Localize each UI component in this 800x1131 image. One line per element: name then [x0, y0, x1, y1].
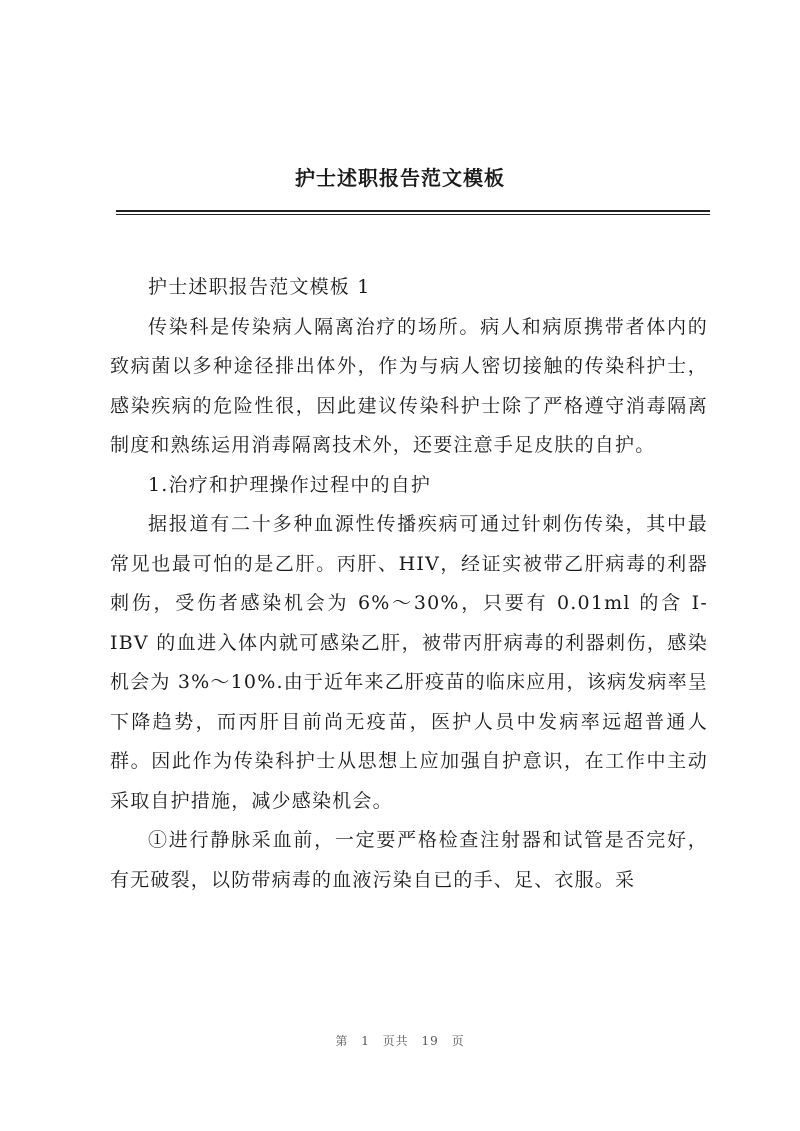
page-footer: 第 1 页共 19 页 — [335, 1034, 465, 1048]
section-heading: 护士述职报告范文模板 1 — [148, 276, 371, 298]
document-body — [110, 268, 708, 900]
subsection-heading: 1.治疗和护理操作过程中的自护 — [148, 473, 432, 496]
body-paragraph: 传染科是传染病人隔离治疗的场所。病人和病原携带者体内的致病菌以多种途径排出体外，作为与病人密切接触的传染科护士，感染疾病的危险性很，因此建议传染科护士除了严格遵守消毒隔离制度和熟练运用消毒隔离技术外，还要注意手足皮肤的自护。 — [110, 315, 708, 456]
title-underline — [116, 210, 710, 215]
body-paragraph: ①进行静脉采血前，一定要严格检查注射器和试管是否完好，有无破裂，以防带病毒的血液污染自已的手、足、衣服。采 — [110, 829, 708, 891]
document-title: 护士述职报告范文模板 — [295, 166, 505, 190]
body-paragraph: 据报道有二十多种血源性传播疾病可通过针刺伤传染，其中最常见也最可怕的是乙肝。丙肝、HIV，经证实被带乙肝病毒的利器刺伤，受伤者感染机会为 6%～30%，只要有 0.01ml 的含 I-IBV 的血进入体内就可感染乙肝，被带丙肝病毒的利器刺伤，感染机会为 3%～10%.由于近年来乙肝疫苗的临床应用，该病发病率呈下降趋势，而丙肝目前尚无疫苗，医护人员中发病率远超普通人群。因此作为传染科护士从思想上应加强自护意识，在工作中主动采取自护措施，减少感染机会。 — [110, 513, 708, 812]
